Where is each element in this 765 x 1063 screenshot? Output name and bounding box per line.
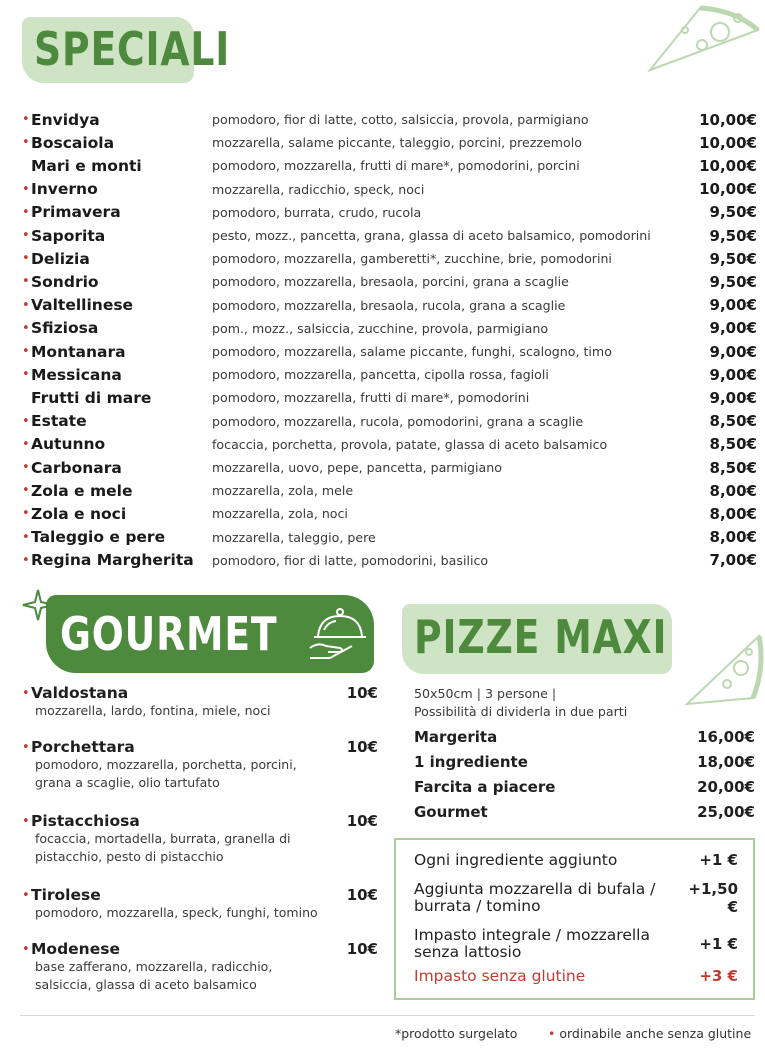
gluten-free-dot: • [22, 506, 30, 522]
gluten-free-label: ordinabile anche senza glutine [559, 1026, 752, 1041]
pizza-ingredients: pomodoro, mozzarella, rucola, pomodorini, grana a scaglie [212, 413, 584, 429]
pizza-name: Boscaiola [31, 133, 115, 152]
gluten-free-dot: • [22, 460, 30, 475]
maxi-row [414, 728, 755, 746]
maxi-note-split: Possibilità di dividerla in due parti [414, 704, 628, 719]
speciali-row [22, 526, 757, 549]
pizza-price: 9,00€ [709, 319, 757, 338]
pizza-ingredients: pomodoro, mozzarella, frutti di mare*, pomodorini [212, 390, 530, 406]
extra-row [414, 966, 738, 986]
extra-label: Impasto senza glutine [414, 966, 586, 985]
gourmet-item-header [22, 812, 378, 830]
pizza-ingredients: mozzarella, radicchio, speck, noci [212, 181, 425, 197]
gourmet-name: Valdostana [31, 684, 129, 702]
pizza-name: Frutti di mare [31, 388, 152, 407]
gluten-free-dot: • [22, 685, 30, 701]
maxi-note-size: 50x50cm | 3 persone | [414, 686, 557, 701]
speciali-row [22, 294, 757, 317]
gourmet-item-header [22, 940, 378, 958]
pizza-name: Primavera [31, 203, 121, 222]
pizza-ingredients: pesto, mozz., pancetta, grana, glassa di aceto balsamico, pomodorini [212, 228, 651, 243]
pizza-name: Montanara [31, 342, 126, 361]
speciali-row [22, 178, 757, 201]
extra-price: +1 € [699, 935, 738, 953]
speciali-row [22, 270, 757, 293]
pizza-name: Carbonara [31, 458, 122, 477]
pizza-price: 10,00€ [699, 180, 757, 199]
pizza-ingredients: mozzarella, salame piccante, taleggio, porcini, prezzemolo [212, 135, 582, 151]
pizza-price: 8,00€ [709, 481, 757, 500]
gluten-free-dot: • [22, 297, 30, 313]
maxi-name: Margerita [414, 728, 498, 746]
gourmet-name: Pistacchiosa [31, 812, 140, 830]
pizza-price: 8,00€ [709, 528, 757, 547]
pizza-name: Estate [31, 412, 87, 431]
speciali-row [22, 410, 757, 433]
extra-label: Aggiunta mozzarella di bufala / burrata / tomino [414, 880, 656, 915]
gourmet-ingredients: focaccia, mortadella, burrata, granella di pistacchio, pesto di pistacchio [35, 831, 291, 864]
footer-divider [20, 1015, 755, 1016]
maxi-price: 25,00€ [697, 803, 755, 821]
maxi-row [414, 803, 755, 821]
pizza-ingredients: mozzarella, zola, noci [212, 506, 348, 522]
speciali-row [22, 363, 757, 386]
pizza-name: Taleggio e pere [31, 528, 166, 547]
extra-row [414, 850, 738, 870]
speciali-row [22, 247, 757, 270]
pizza-ingredients: pomodoro, fior di latte, cotto, salsiccia, provola, parmigiano [212, 112, 589, 127]
pizza-name: Zola e mele [31, 481, 133, 500]
gourmet-item [22, 886, 378, 922]
pizza-ingredients: pomodoro, mozzarella, frutti di mare*, pomodorini, porcini [212, 158, 580, 174]
maxi-title: PIZZE MAXI [414, 610, 668, 664]
pizza-price: 9,00€ [709, 342, 757, 361]
pizza-price: 10,00€ [699, 156, 757, 175]
gluten-free-dot: • [22, 251, 30, 267]
pizza-price: 9,50€ [709, 272, 757, 291]
maxi-row [414, 778, 755, 796]
gourmet-ingredients: pomodoro, mozzarella, porchetta, porcini, grana a scaglie, olio tartufato [35, 757, 297, 790]
gluten-free-dot: • [22, 181, 30, 197]
gluten-free-dot: • [22, 274, 30, 290]
gluten-free-dot: • [22, 887, 30, 903]
pizza-name: Delizia [31, 249, 90, 268]
pizza-name: Autunno [31, 435, 106, 454]
extra-label: Ogni ingrediente aggiunto [414, 850, 618, 869]
pizza-price: 10,00€ [699, 110, 757, 129]
gourmet-price: 10€ [346, 684, 378, 702]
pizza-slice-icon [683, 618, 765, 708]
pizza-ingredients: mozzarella, taleggio, pere [212, 529, 376, 545]
pizza-price: 8,50€ [709, 412, 757, 431]
gluten-free-dot: • [22, 552, 30, 568]
pizza-price: 8,50€ [709, 458, 757, 477]
maxi-price: 16,00€ [697, 728, 755, 746]
pizza-price: 9,00€ [709, 296, 757, 315]
gluten-free-dot: • [22, 436, 30, 452]
pizza-ingredients: mozzarella, uovo, pepe, pancetta, parmigiano [212, 460, 502, 475]
pizza-ingredients: focaccia, porchetta, provola, patate, glassa di aceto balsamico [212, 436, 608, 452]
gourmet-ingredients: pomodoro, mozzarella, speck, funghi, tomino [35, 905, 318, 920]
gluten-free-dot: • [22, 483, 30, 499]
speciali-row [22, 201, 757, 224]
pizza-name: Regina Margherita [31, 551, 194, 570]
gourmet-item-header [22, 738, 378, 756]
speciali-row [22, 224, 757, 247]
pizza-ingredients: pomodoro, mozzarella, gamberetti*, zucchine, brie, pomodorini [212, 251, 612, 267]
pizza-name: Mari e monti [31, 156, 142, 175]
gluten-free-dot: • [22, 135, 30, 151]
gourmet-item [22, 684, 378, 720]
speciali-row [22, 154, 757, 177]
pizza-name: Messicana [31, 365, 122, 384]
pizza-price: 10,00€ [699, 133, 757, 152]
gluten-free-dot: • [22, 941, 30, 957]
pizza-ingredients: pomodoro, fior di latte, pomodorini, basilico [212, 552, 489, 568]
gourmet-name: Porchettara [31, 738, 135, 756]
pizza-ingredients: pomodoro, mozzarella, bresaola, porcini, grana a scaglie [212, 274, 569, 290]
gourmet-price: 10€ [346, 738, 378, 756]
pizza-ingredients: pomodoro, mozzarella, salame piccante, funghi, scalogno, timo [212, 344, 612, 359]
pizza-slice-icon [640, 0, 765, 78]
gourmet-price: 10€ [346, 886, 378, 904]
gluten-free-dot: • [22, 367, 30, 383]
gluten-free-dot: • [22, 204, 30, 220]
pizza-price: 9,50€ [709, 249, 757, 268]
gluten-free-dot: • [22, 344, 30, 359]
maxi-name: 1 ingrediente [414, 753, 528, 771]
pizza-price: 8,00€ [709, 504, 757, 523]
extra-price: +3 € [699, 967, 738, 985]
extra-row [414, 926, 738, 962]
gourmet-item [22, 738, 378, 792]
speciali-row [22, 502, 757, 525]
gluten-free-dot: • [22, 228, 30, 243]
pizza-name: Inverno [31, 180, 98, 199]
pizza-name: Valtellinese [31, 296, 134, 315]
gourmet-price: 10€ [346, 940, 378, 958]
gluten-free-dot: • [22, 813, 30, 829]
speciali-row [22, 456, 757, 479]
gluten-free-dot: • [22, 739, 30, 755]
pizza-name: Saporita [31, 226, 106, 245]
extra-label: Impasto integrale / mozzarella senza lattosio [414, 926, 650, 961]
gluten-free-dot: • [22, 320, 30, 336]
gluten-free-dot: • [22, 413, 30, 429]
gourmet-price: 10€ [346, 812, 378, 830]
pizza-name: Envidya [31, 110, 100, 129]
cloche-icon [306, 606, 370, 662]
gluten-free-dot: • [548, 1026, 556, 1041]
extras-box [394, 838, 755, 1000]
speciali-title: SPECIALI [34, 22, 231, 76]
gourmet-item-header [22, 886, 378, 904]
pizza-price: 7,00€ [709, 551, 757, 570]
frozen-note: *prodotto surgelato [395, 1026, 518, 1041]
extra-price: +1 € [699, 851, 738, 869]
pizza-price: 9,50€ [709, 203, 757, 222]
pizza-name: Sfiziosa [31, 319, 99, 338]
maxi-row [414, 753, 755, 771]
gourmet-item [22, 812, 378, 866]
maxi-name: Gourmet [414, 803, 488, 821]
speciali-row [22, 317, 757, 340]
pizza-ingredients: pomodoro, mozzarella, pancetta, cipolla rossa, fagioli [212, 367, 549, 383]
maxi-price: 18,00€ [697, 753, 755, 771]
gourmet-title: GOURMET [60, 607, 278, 661]
pizza-ingredients: pomodoro, mozzarella, bresaola, rucola, grana a scaglie [212, 297, 566, 313]
pizza-ingredients: pom., mozz., salsiccia, zucchine, provola, parmigiano [212, 320, 549, 336]
gourmet-name: Tirolese [31, 886, 101, 904]
speciali-row [22, 108, 757, 131]
speciali-row [22, 340, 757, 363]
speciali-row [22, 549, 757, 572]
pizza-price: 8,50€ [709, 435, 757, 454]
pizza-ingredients: mozzarella, zola, mele [212, 483, 354, 499]
maxi-name: Farcita a piacere [414, 778, 556, 796]
speciali-row [22, 433, 757, 456]
pizza-ingredients: pomodoro, burrata, crudo, rucola [212, 204, 422, 220]
gluten-free-dot: • [22, 112, 30, 127]
gluten-free-note [548, 1026, 751, 1041]
gluten-free-dot: • [22, 529, 30, 545]
speciali-row [22, 479, 757, 502]
extra-price: +1,50 € [688, 880, 738, 916]
pizza-price: 9,00€ [709, 388, 757, 407]
pizza-name: Sondrio [31, 272, 99, 291]
gourmet-item-header [22, 684, 378, 702]
speciali-row [22, 386, 757, 409]
pizza-name: Zola e noci [31, 504, 127, 523]
speciali-row [22, 131, 757, 154]
pizza-price: 9,00€ [709, 365, 757, 384]
maxi-price: 20,00€ [697, 778, 755, 796]
extra-row [414, 880, 738, 916]
gourmet-ingredients: base zafferano, mozzarella, radicchio, salsiccia, glassa di aceto balsamico [35, 959, 273, 992]
gourmet-name: Modenese [31, 940, 120, 958]
pizza-price: 9,50€ [709, 226, 757, 245]
gourmet-ingredients: mozzarella, lardo, fontina, miele, noci [35, 703, 271, 718]
gourmet-item [22, 940, 378, 994]
